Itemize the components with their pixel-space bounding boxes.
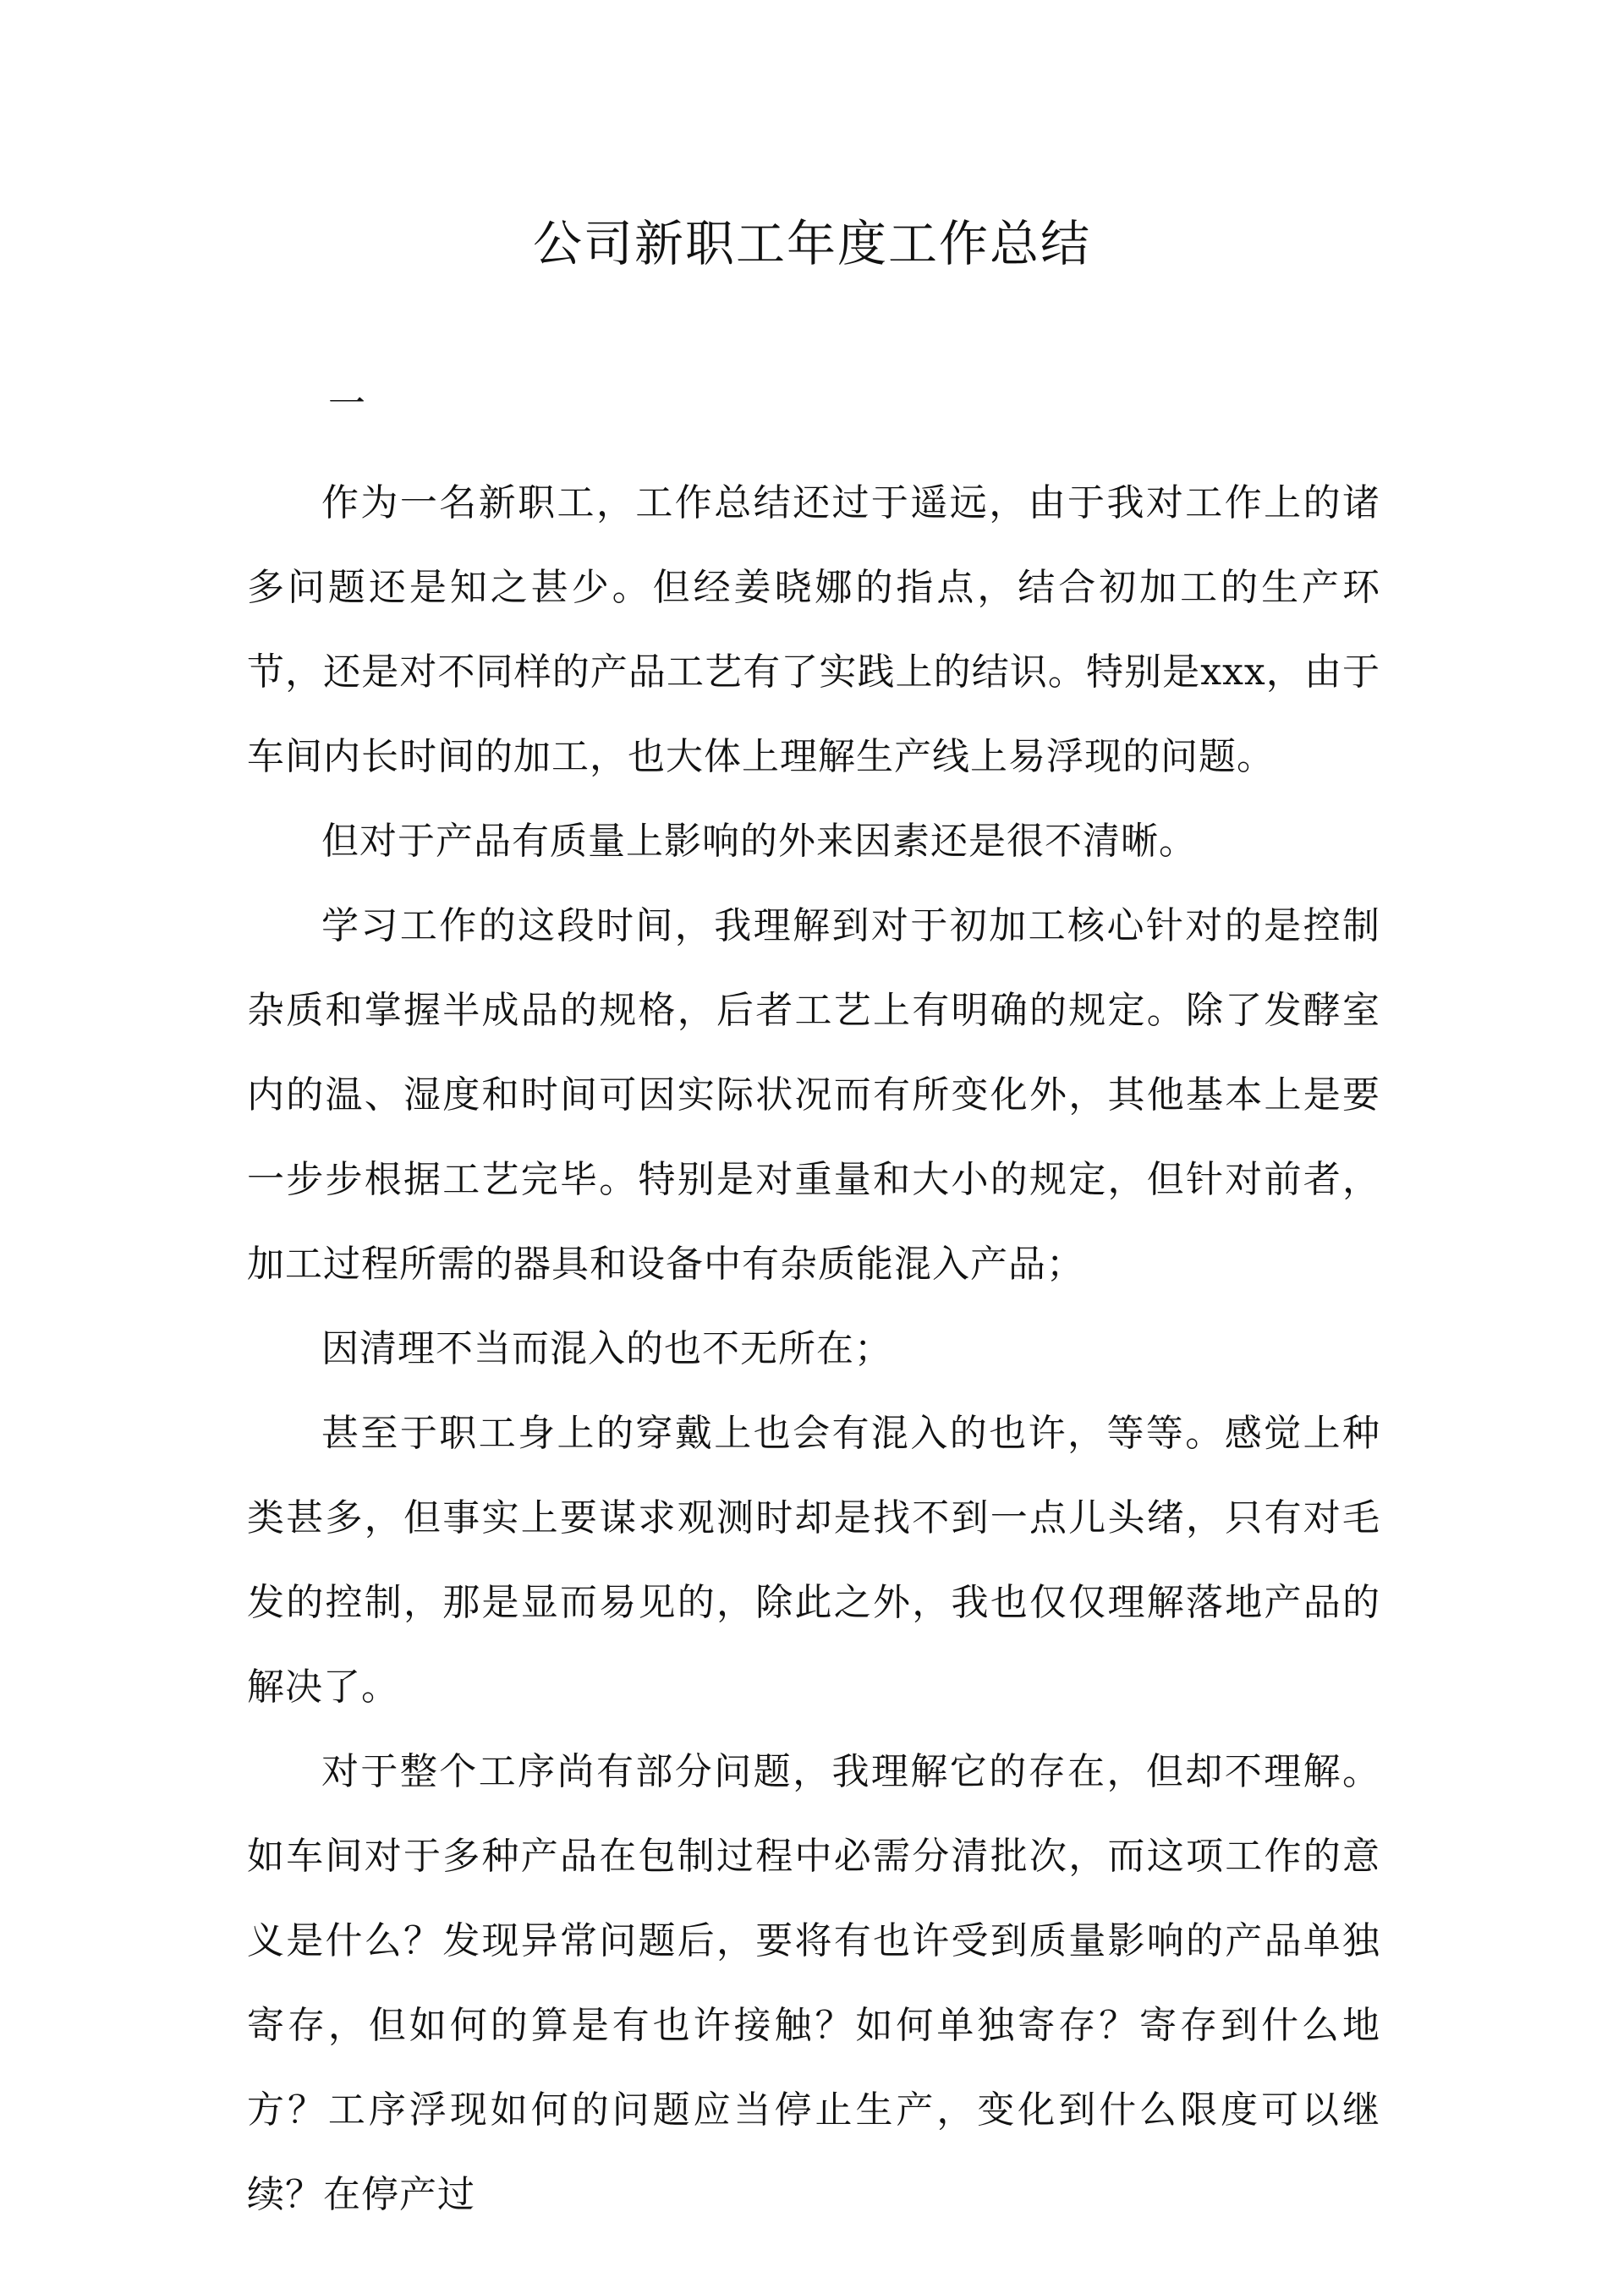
paragraph: 甚至于职工身上的穿戴上也会有混入的也许，等等。感觉上种类甚多，但事实上要谋求观测时却是找不到一点儿头绪，只有对毛发的控制，那是显而易见的，除此之外，我也仅仅理解落地产品的解决了。	[247, 1412, 1380, 1709]
paragraph: 因清理不当而混入的也不无所在；	[321, 1327, 892, 1370]
paragraph: 作为一名新职工，工作总结还过于遥远，由于我对工作上的诸多问题还是知之甚少。但经姜晓娜的指点，结合初加工的生产环节，还是对不同样的产品工艺有了实践上的结识。特别是xxx，由于车间内长时间的加工，也大体上理解生产线上易浮现的问题。	[247, 481, 1380, 778]
document-body	[247, 461, 1380, 2237]
document-title: 公司新职工年度工作总结	[532, 215, 1091, 272]
paragraph: 对于整个工序尚有部分问题，我理解它的存在，但却不理解。如车间对于多种产品在包制过程中必需分清批次，而这项工作的意义是什么？发现异常问题后，要将有也许受到质量影响的产品单独寄存，但如何的算是有也许接触？如何单独寄存？寄存到什么地方？工序浮现如何的问题应当停止生产，变化到什么限度可以继续？在停产过	[247, 1750, 1380, 2216]
paragraph: 但对于产品有质量上影响的外来因素还是很不清晰。	[321, 820, 1197, 863]
section-number: 一	[328, 382, 365, 425]
paragraph: 学习工作的这段时间，我理解到对于初加工核心针对的是控制杂质和掌握半成品的规格，后者工艺上有明确的规定。除了发酵室内的温、湿度和时间可因实际状况而有所变化外，其他基本上是要一步步根据工艺完毕。特别是对重量和大小的规定，但针对前者，加工过程所需的器具和设备中有杂质能混入产品；	[247, 904, 1380, 1286]
